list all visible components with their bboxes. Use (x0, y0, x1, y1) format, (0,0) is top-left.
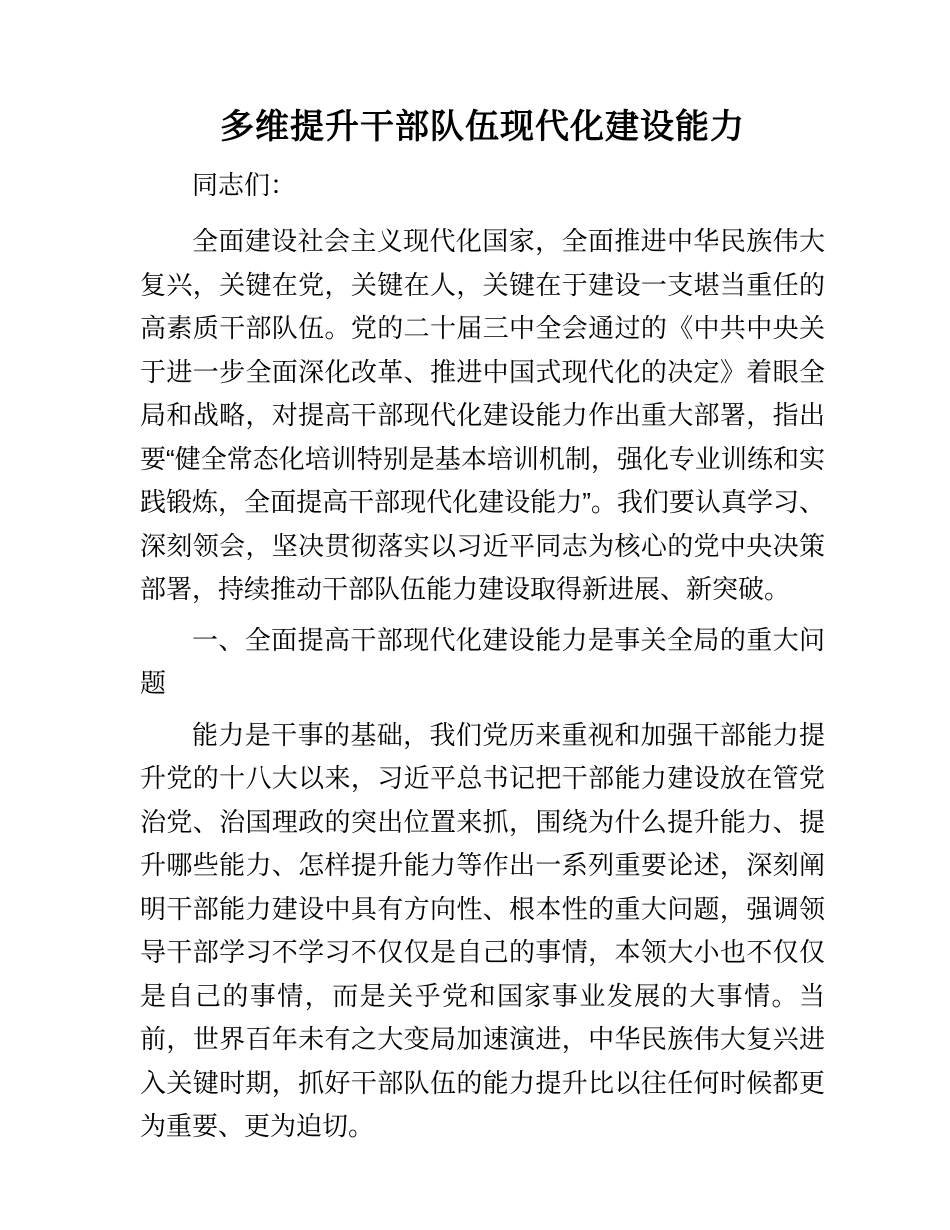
section-heading-1: 一、全面提高干部现代化建设能力是事关全局的重大问题 (140, 624, 825, 699)
salutation: 同志们： (192, 169, 297, 200)
paragraph-2: 能力是干事的基础，我们党历来重视和加强干部能力提升党的十八大以来，习近平总书记把干部能力建设放在管党治党、治国理政的突出位置来抓，围绕为什么提升能力、提升哪些能力、怎样提升能力等作出一系列重要论述，深刻阐明干部能力建设中具有方向性、根本性的重大问题，强调领导干部学习不学习不仅仅是自己的事情，本领大小也不仅仅是自己的事情，而是关乎党和国家事业发展的大事情。当前，世界百年未有之大变局加速演进，中华民族伟大复兴进入关键时期，抓好干部队伍的能力提升比以往任何时候都更为重要、更为迫切。 (140, 719, 825, 1142)
document-title: 多维提升干部队伍现代化建设能力 (220, 108, 745, 146)
paragraph-1: 全面建设社会主义现代化国家，全面推进中华民族伟大复兴，关键在党，关键在人，关键在于建设一支堪当重任的高素质干部队伍。党的二十届三中全会通过的《中共中央关于进一步全面深化改革、推进中国式现代化的决定》着眼全局和战略，对提高干部现代化建设能力作出重大部署，指出要“健全常态化培训特别是基本培训机制，强化专业训练和实践锻炼，全面提高干部现代化建设能力”。我们要认真学习、深刻领会，坚决贯彻落实以习近平同志为核心的党中央决策部署，持续推动干部队伍能力建设取得新进展、新突破。 (140, 226, 825, 605)
